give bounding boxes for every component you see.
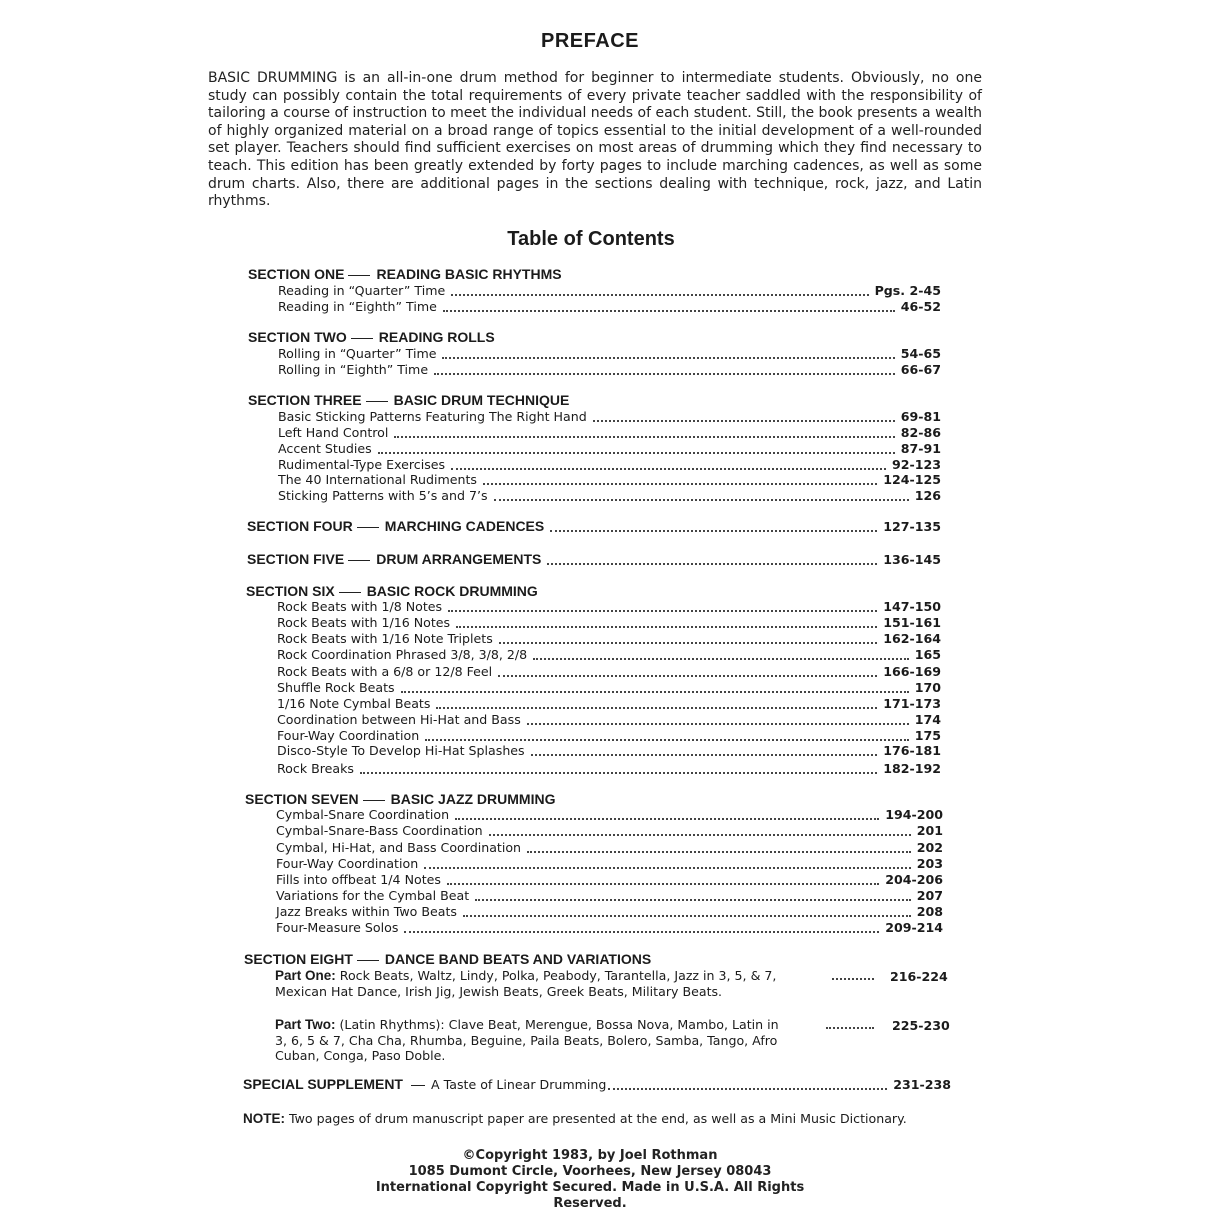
section-eight-part-two: Part Two: (Latin Rhythms): Clave Beat, Merengue, Bossa Nova, Mambo, Latin in 3, 6, 5 & 7, Cha Cha, Rhumba, Beguine, Paila Beats, Bolero, Samba, Tango, Afro Cuban, Conga, Paso Doble. (275, 1017, 779, 1063)
leader-dots (832, 970, 874, 980)
toc-entry: Sticking Patterns with 5’s and 7’s 126 (278, 488, 941, 503)
toc-entry: Cymbal-Snare-Bass Coordination 201 (276, 823, 943, 838)
toc-entry: Four-Measure Solos 209-214 (276, 920, 943, 935)
page-range: 225-230 (892, 1018, 950, 1033)
toc-entry: Rolling in “Quarter” Time 54-65 (278, 346, 941, 361)
section-six-heading: SECTION SIX BASIC ROCK DRUMMING (246, 583, 538, 599)
toc-entry: The 40 International Rudiments 124-125 (278, 472, 941, 487)
toc-entry: Left Hand Control 82-86 (278, 425, 941, 440)
section-seven-heading: SECTION SEVEN BASIC JAZZ DRUMMING (245, 791, 556, 807)
preface-title: PREFACE (541, 30, 639, 52)
page-range: 216-224 (890, 969, 948, 984)
address-line: 1085 Dumont Circle, Voorhees, New Jersey 08043 (408, 1164, 772, 1179)
toc-entry: Rock Beats with 1/16 Note Triplets 162-164 (277, 631, 941, 646)
note: NOTE: Two pages of drum manuscript paper are presented at the end, as well as a Mini Music Dictionary. (243, 1111, 907, 1126)
toc-entry: Four-Way Coordination 203 (276, 856, 943, 871)
toc-entry: Disco-Style To Develop Hi-Hat Splashes 176-181 (277, 743, 941, 758)
special-supplement-entry: SPECIAL SUPPLEMENT A Taste of Linear Drumming 231-238 (243, 1076, 951, 1092)
toc-entry: Coordination between Hi-Hat and Bass 174 (277, 712, 941, 727)
section-four-heading: SECTION FOUR MARCHING CADENCES 127-135 (247, 518, 941, 534)
toc-entry: Rock Beats with a 6/8 or 12/8 Feel 166-169 (277, 664, 941, 679)
toc-entry: Rock Beats with 1/8 Notes 147-150 (277, 599, 941, 614)
section-two-heading: SECTION TWO READING ROLLS (248, 329, 495, 345)
toc-entry: Reading in “Eighth” Time 46-52 (278, 299, 941, 314)
section-eight-heading: SECTION EIGHT DANCE BAND BEATS AND VARIATIONS (244, 951, 652, 967)
preface-paragraph: BASIC DRUMMING is an all-in-one drum method for beginner to intermediate students. Obviously, no one study can possibly contain the total requirements of every private teacher saddled with the responsibility of tailoring a course of instruction to meet the individual needs of each student. Still, the book presents a wealth of highly organized material on a broad range of topics essential to the initial development of a well-rounded set player. Teachers should find sufficient exercises on most areas of drumming which they find necessary to teach. This edition has been greatly extended by forty pages to include marching cadences, as well as some drum charts. Also, there are additional pages in the sections dealing with technique, rock, jazz, and Latin rhythms. (208, 70, 982, 210)
toc-entry: Shuffle Rock Beats 170 (277, 680, 941, 695)
toc-entry: Rock Coordination Phrased 3/8, 3/8, 2/8 165 (277, 647, 941, 662)
toc-entry: Rock Breaks 182-192 (277, 761, 941, 776)
toc-entry: Rock Beats with 1/16 Notes 151-161 (277, 615, 941, 630)
toc-entry: Accent Studies 87-91 (278, 441, 941, 456)
copyright-line: ©Copyright 1983, by Joel Rothman (462, 1148, 718, 1163)
leader-dots (826, 1019, 874, 1029)
section-three-heading: SECTION THREE BASIC DRUM TECHNIQUE (248, 392, 570, 408)
toc-entry: Cymbal-Snare Coordination 194-200 (276, 807, 943, 822)
toc-entry: Rolling in “Eighth” Time 66-67 (278, 362, 941, 377)
section-five-heading: SECTION FIVE DRUM ARRANGEMENTS 136-145 (247, 551, 941, 567)
toc-title: Table of Contents (507, 228, 675, 250)
toc-entry: Cymbal, Hi-Hat, and Bass Coordination 202 (276, 840, 943, 855)
section-one-heading: SECTION ONE READING BASIC RHYTHMS (248, 266, 562, 282)
toc-entry: Jazz Breaks within Two Beats 208 (276, 904, 943, 919)
toc-entry: Four-Way Coordination 175 (277, 728, 941, 743)
toc-entry: Variations for the Cymbal Beat 207 (276, 888, 943, 903)
toc-entry: Rudimental-Type Exercises 92-123 (278, 457, 941, 472)
rights-line: International Copyright Secured. Made in U.S.A. All Rights Reserved. (375, 1180, 805, 1211)
toc-entry: 1/16 Note Cymbal Beats 171-173 (277, 696, 941, 711)
copyright-block (340, 1148, 840, 1212)
toc-entry: Reading in “Quarter” Time Pgs. 2-45 (278, 283, 941, 298)
toc-entry: Fills into offbeat 1/4 Notes 204-206 (276, 872, 943, 887)
toc-entry: Basic Sticking Patterns Featuring The Right Hand 69-81 (278, 409, 941, 424)
section-eight-part-one: Part One: Rock Beats, Waltz, Lindy, Polka, Peabody, Tarantella, Jazz in 3, 5, & 7, Mexican Hat Dance, Irish Jig, Jewish Beats, Greek Beats, Military Beats. (275, 968, 777, 999)
